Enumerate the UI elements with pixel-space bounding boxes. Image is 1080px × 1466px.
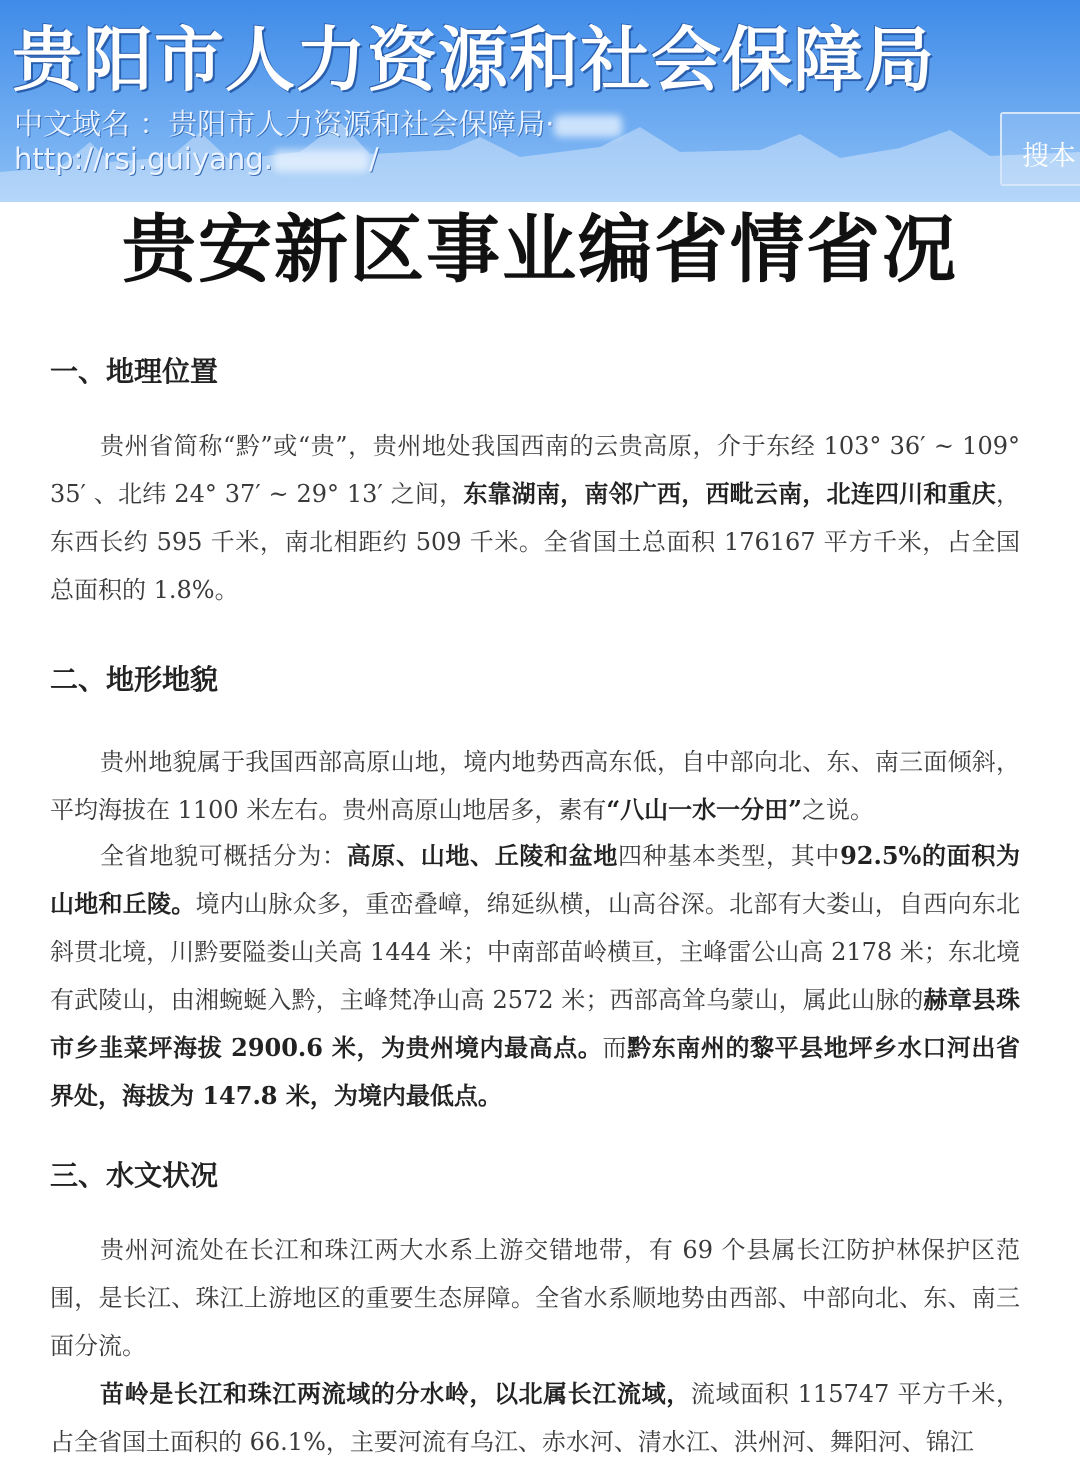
bold-text-run: 赫章县珠市乡韭菜坪海拔 2900.6 米，为贵州境内最高点。: [50, 985, 1020, 1062]
site-banner: [0, 0, 1080, 202]
text-run: ，东西长约 595 千米，南北相距约 509 千米。全省国土总面积 176167 平方千米，占全国总面积的 1.8%。: [50, 480, 1021, 604]
paragraph: [50, 832, 1020, 1120]
bold-text-run: “八山一水一分田”: [606, 795, 802, 824]
blurred-text: [554, 115, 622, 137]
bold-text-run: 东靠湖南，南邻广西，西毗云南，北连四川和重庆: [463, 479, 997, 508]
section-heading-location: 一、地理位置: [50, 355, 219, 388]
paragraph: [50, 1370, 1020, 1466]
blurred-text: [273, 150, 369, 172]
text-run: 全省地貌可概括分为：: [100, 842, 347, 870]
text-run: 贵州河流处在长江和珠江两大水系上游交错地带，有 69 个县属长江防护林保护区范围，是长江、珠江上游地区的重要生态屏障。全省水系顺地势由西部、中部向北、东、南三面分流。: [50, 1236, 1020, 1360]
text-run: 四种基本类型，其中: [618, 842, 841, 870]
bold-text-run: 黔东南州的黎平县地坪乡水口河出省界处，海拔为 147.8 米，为境内最低点。: [50, 1033, 1021, 1110]
domain-line: [14, 102, 622, 143]
url-suffix[interactable]: /: [368, 142, 379, 176]
domain-value: ：贵阳市人力资源和社会保障局·: [139, 107, 555, 141]
url-prefix[interactable]: http://rsj.guiyang.: [14, 142, 273, 176]
document-title: 贵安新区事业编省情省况: [122, 207, 958, 293]
bold-text-run: 高原、山地、丘陵和盆地: [346, 841, 619, 870]
search-site-button[interactable]: 搜本: [1000, 112, 1080, 186]
text-run: 流域面积 115747 平方千米，占全省国土面积的 66.1%，主要河流有乌江、赤水河、清水江、洪州河、舞阳河、锦江: [50, 1380, 1021, 1456]
text-run: 贵州省简称“黔”或“贵”，贵州地处我国西南的云贵高原，介于东经 103° 36′ ~ 109° 35′ 、北纬 24° 37′ ~ 29° 13′ 之间，: [50, 432, 1020, 508]
site-title: 贵阳市人力资源和社会保障局: [12, 19, 935, 101]
bold-text-run: 92.5%的面积为山地和丘陵。: [50, 841, 1021, 918]
text-run: 贵州地貌属于我国西部高原山地，境内地势西高东低，自中部向北、东、南三面倾斜，平均海拔在 1100 米左右。贵州高原山地居多，素有: [50, 748, 1020, 824]
text-run: 境内山脉众多，重峦叠嶂，绵延纵横，山高谷深。北部有大娄山，自西向东北斜贯北境，川黔要隘娄山关高 1444 米；中南部苗岭横亘，主峰雷公山高 2178 米；东北境有武陵山，由湘蜿蜒入黔，主峰梵净山高 2572 米；西部高耸乌蒙山，属此山脉的: [50, 890, 1021, 1014]
url-line[interactable]: [14, 142, 379, 176]
paragraph: [50, 738, 1020, 834]
text-run: 之说。: [801, 796, 874, 824]
paragraph: [50, 422, 1020, 614]
domain-label: 中文域名: [14, 107, 131, 141]
section-heading-hydrology: 三、水文状况: [50, 1159, 219, 1192]
bold-text-run: 苗岭是长江和珠江两流域的分水岭，以北属长江流域，: [100, 1379, 691, 1408]
text-run: 而: [602, 1034, 628, 1062]
section-heading-terrain: 二、地形地貌: [50, 663, 219, 696]
paragraph: [50, 1226, 1020, 1370]
